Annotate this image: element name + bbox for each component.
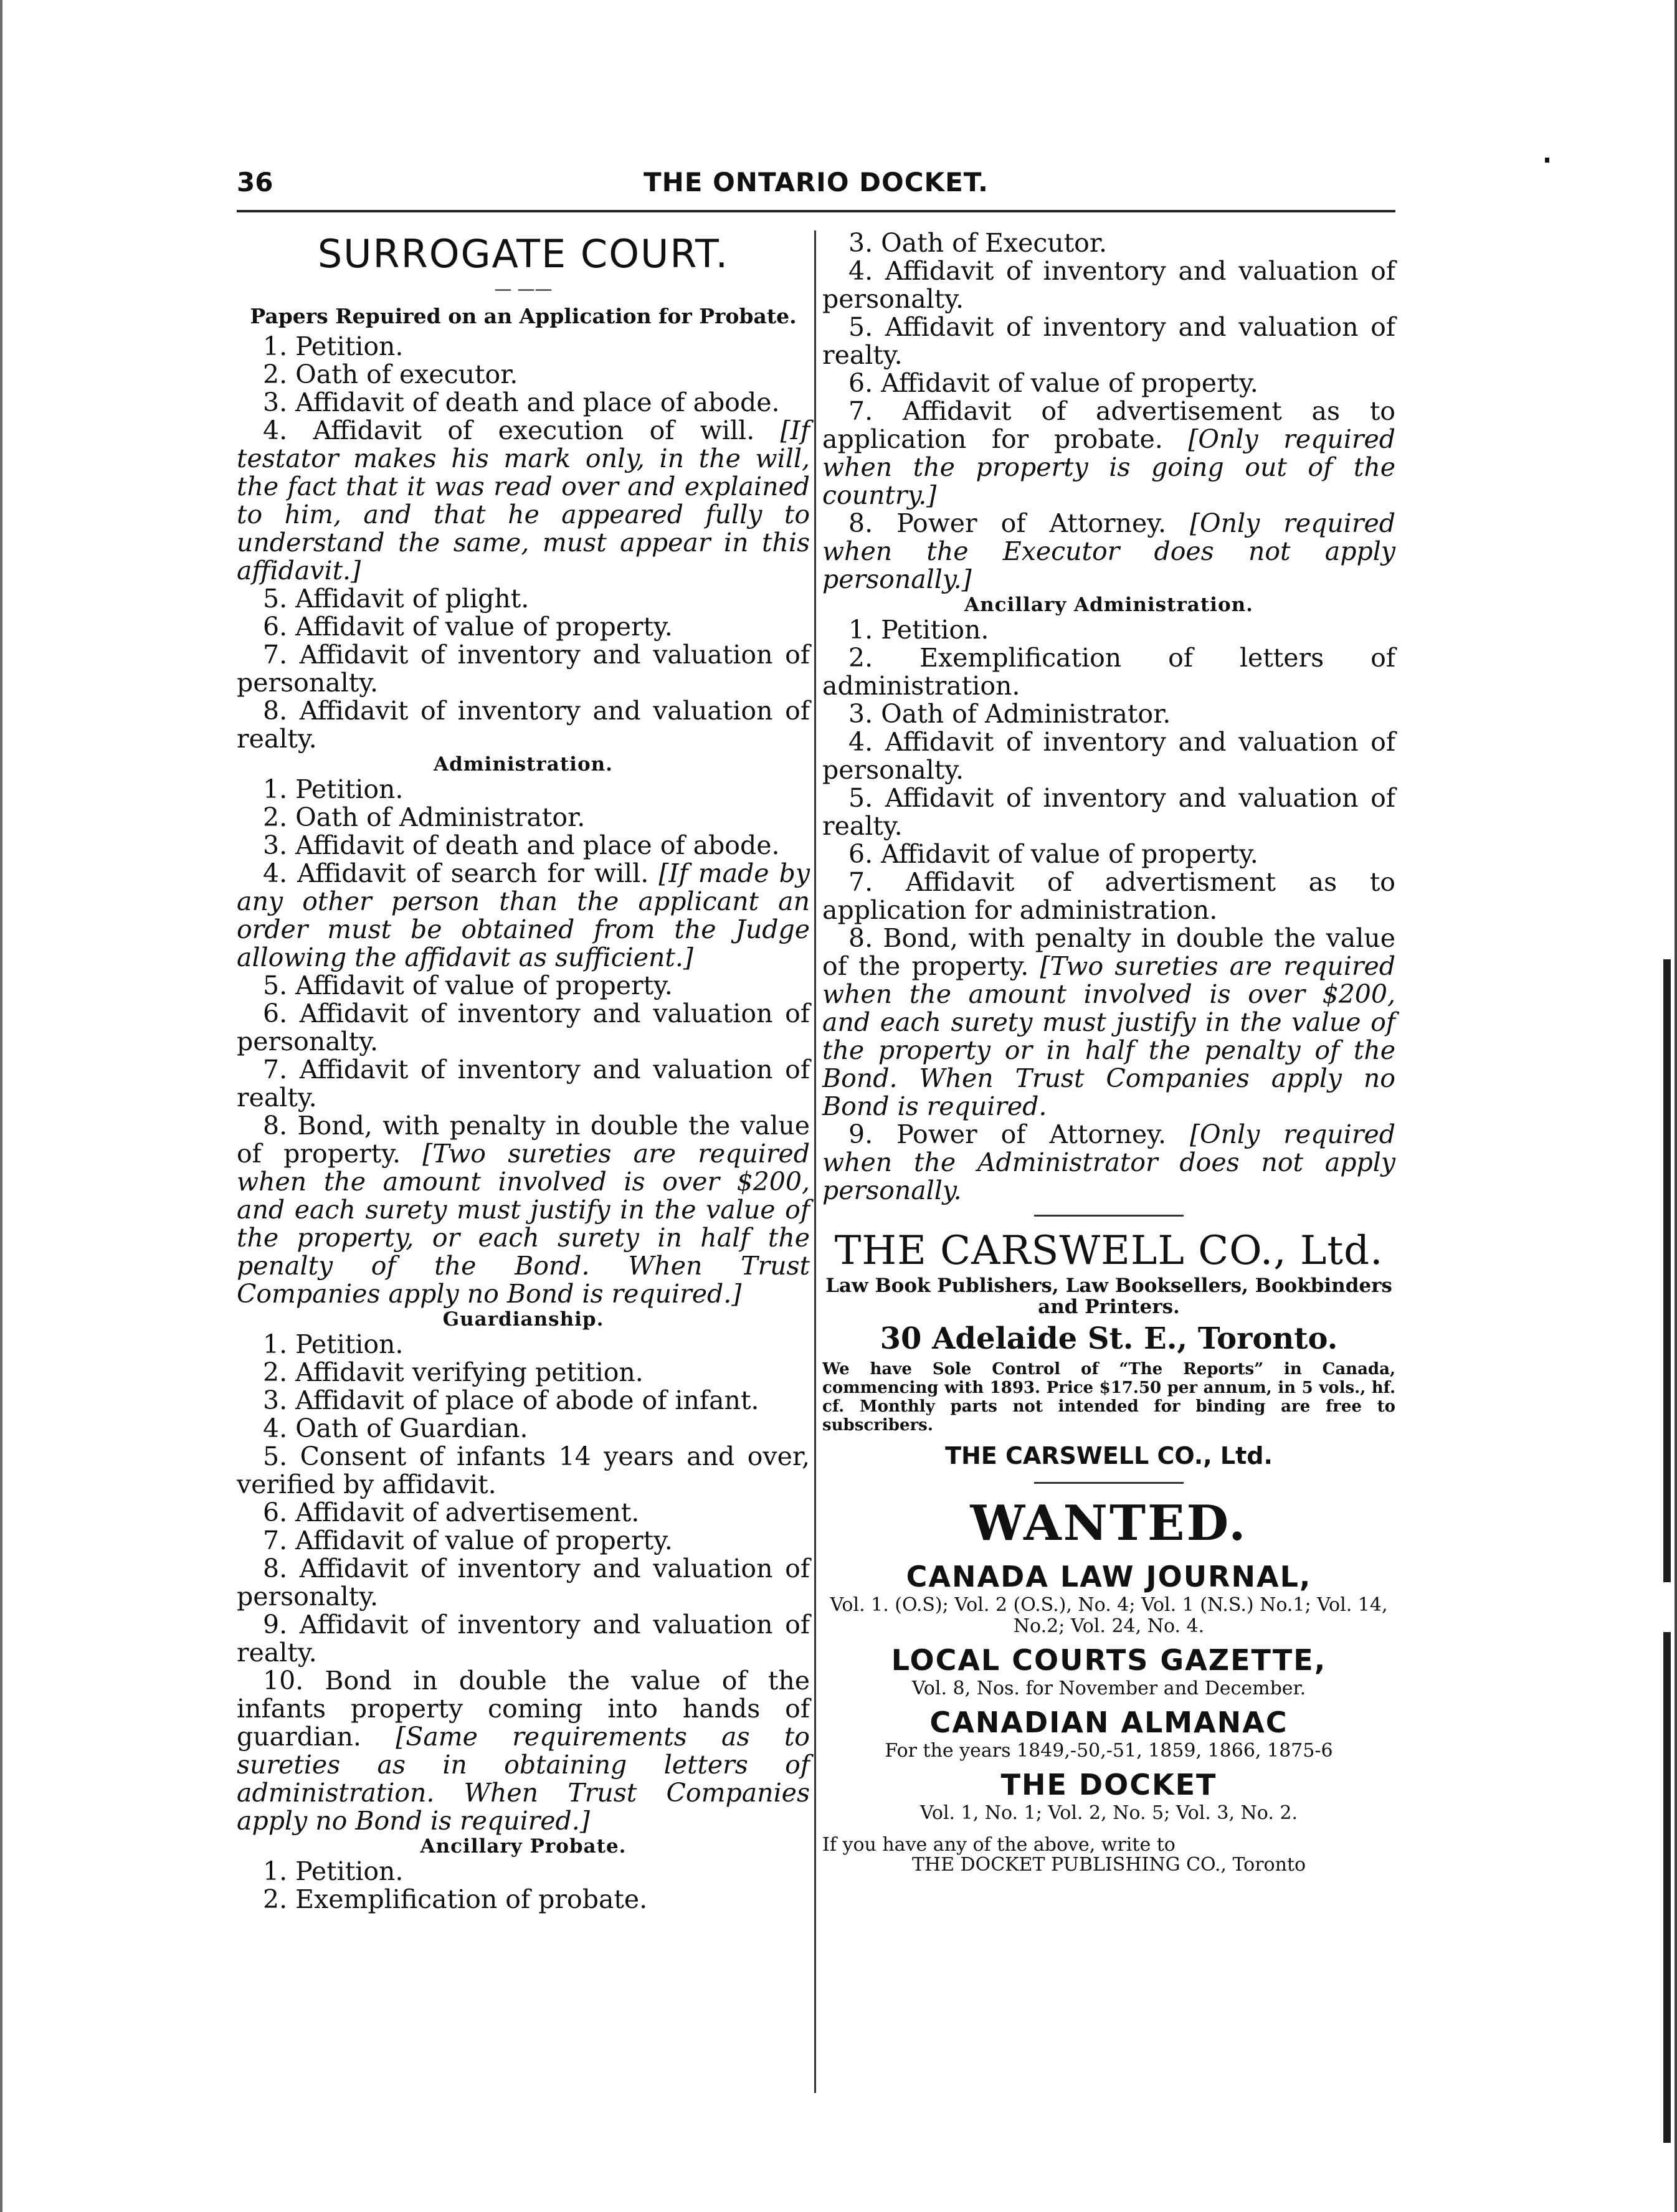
- list-item-text: 3. Affidavit of death and place of abode.: [263, 387, 780, 417]
- list-item-text: 6. Affidavit of value of property.: [848, 839, 1258, 869]
- wanted-publication-detail: Vol. 1. (O.S); Vol. 2 (O.S.), No. 4; Vol. 1 (N.S.) No.1; Vol. 14, No.2; Vol. 24, No. 4.: [830, 1594, 1388, 1637]
- list-item: [237, 776, 810, 804]
- list-item: [237, 389, 810, 417]
- list-item-note: [Two sureties are required when the amount involved is over $200, and each surety must justify in the value of the property or in half the penalty of the Bond. When Trust Companies apply no Bond is required.: [822, 951, 1395, 1121]
- list-item-text: 9. Affidavit of inventory and valuation of realty.: [237, 1610, 810, 1668]
- list-item-text: 6. Affidavit of inventory and valuation of personalty.: [237, 999, 810, 1056]
- list-item-text: 4. Affidavit of search for will.: [263, 858, 659, 888]
- list-item: [822, 229, 1395, 257]
- list-item-text: 4. Affidavit of inventory and valuation of personalty.: [822, 256, 1395, 314]
- list-item: [237, 613, 810, 641]
- list-item: [237, 860, 810, 972]
- right-item-lists: [822, 229, 1395, 1205]
- closing-line-2: THE DOCKET PUBLISHING CO., Toronto: [911, 1854, 1306, 1876]
- subsection-heading: Ancillary Administration.: [964, 594, 1253, 616]
- list-item-text: 2. Exemplification of probate.: [263, 1884, 648, 1914]
- list-item-text: 2. Affidavit verifying petition.: [263, 1357, 644, 1387]
- list-item-note: [Same requirements as to sureties as in obtaining letters of administration. When Trust Companies apply no Bond is required.]: [237, 1722, 810, 1836]
- subsection-heading: Ancillary Probate.: [420, 1835, 627, 1858]
- list-item-text: 2. Oath of Administrator.: [263, 802, 586, 832]
- list-item: [237, 1886, 810, 1914]
- wanted-heading: WANTED.: [970, 1495, 1248, 1552]
- page-edge-right: [1675, 0, 1677, 2212]
- list-item: [822, 700, 1395, 728]
- list-item-text: 1. Petition.: [263, 1329, 404, 1359]
- print-speck: [1545, 158, 1549, 163]
- list-item-text: 8. Bond, with penalty in double the value of property.: [237, 1111, 810, 1169]
- list-item-text: 1. Petition.: [848, 615, 989, 645]
- wanted-publication-name: LOCAL COURTS GAZETTE,: [891, 1643, 1327, 1677]
- list-item: [822, 1121, 1395, 1205]
- list-item-text: 1. Petition.: [263, 331, 404, 361]
- list-item-text: 2. Oath of executor.: [263, 359, 518, 389]
- list-item-note: [Only required when the Administrator does not apply personally.: [822, 1119, 1396, 1205]
- list-item-note: [Only required when the Executor does not apply personally.]: [822, 508, 1396, 594]
- list-item-text: 7. Affidavit of inventory and valuation of realty.: [237, 1055, 810, 1113]
- list-item-note: [If testator makes his mark only, in the will, the fact that it was read over and explained to him, and that he appeared fully to understand the same, must appear in this affidavit.]: [237, 415, 810, 586]
- list-item: [822, 728, 1395, 784]
- list-item: [237, 1112, 810, 1308]
- list-item: [237, 697, 810, 753]
- binding-shadow: [1663, 959, 1671, 1582]
- list-item-text: 1. Petition.: [263, 1856, 404, 1886]
- wanted-publication-name: CANADIAN ALMANAC: [929, 1706, 1288, 1739]
- carswell-advertisement: [822, 1227, 1395, 1472]
- list-item-text: 3. Oath of Administrator.: [848, 699, 1171, 729]
- advertiser-address: 30 Adelaide St. E., Toronto.: [880, 1321, 1338, 1356]
- wanted-publication-name: CANADA LAW JOURNAL,: [906, 1560, 1312, 1593]
- subsection-heading: Administration.: [434, 753, 613, 776]
- list-item-text: 8. Affidavit of inventory and valuation of realty.: [237, 696, 810, 754]
- divider: [1034, 1482, 1184, 1484]
- list-item-text: 7. Affidavit of inventory and valuation of personalty.: [237, 640, 810, 698]
- list-item-note: [Two sureties are required when the amount involved is over $200, and each surety must justify in the value of the property, or each surety in half the penalty of the Bond. When Trust Companies apply no Bond is required.]: [237, 1139, 810, 1309]
- list-item: [237, 1527, 810, 1555]
- list-item-text: 8. Bond, with penalty in double the value of the property.: [822, 923, 1395, 981]
- wanted-publication-detail: Vol. 8, Nos. for November and December.: [911, 1678, 1306, 1699]
- list-item: [822, 644, 1395, 700]
- list-item: [237, 1331, 810, 1359]
- binding-shadow: [1663, 1632, 1671, 2143]
- subsection-heading: Guardianship.: [442, 1308, 604, 1331]
- list-item: [237, 1858, 810, 1886]
- divider: [1034, 1215, 1184, 1217]
- closing-line-1: If you have any of the above, write to: [822, 1834, 1176, 1856]
- item-list: [822, 229, 1395, 594]
- list-item: [237, 1056, 810, 1112]
- list-item-text: 5. Affidavit of inventory and valuation of realty.: [822, 783, 1395, 841]
- list-item-text: 3. Oath of Executor.: [848, 228, 1107, 258]
- list-item-text: 5. Affidavit of inventory and valuation of realty.: [822, 312, 1395, 370]
- list-item: [237, 1415, 810, 1443]
- list-item: [822, 397, 1395, 510]
- list-item: [237, 1443, 810, 1499]
- list-item-text: 8. Power of Attorney.: [848, 508, 1190, 538]
- list-item-text: 8. Affidavit of inventory and valuation of personalty.: [237, 1554, 810, 1612]
- list-item-text: 7. Affidavit of value of property.: [263, 1526, 673, 1555]
- wanted-closing: [822, 1835, 1395, 1875]
- wanted-publication-detail: Vol. 1, No. 1; Vol. 2, No. 5; Vol. 3, No. 2.: [919, 1802, 1298, 1824]
- item-list: [237, 333, 810, 753]
- list-item: [237, 1359, 810, 1387]
- right-column: [822, 229, 1395, 1875]
- list-item: [822, 784, 1395, 840]
- wanted-publication-name: THE DOCKET: [1000, 1768, 1217, 1801]
- list-item: [237, 333, 810, 361]
- list-item-text: 1. Petition.: [263, 774, 404, 804]
- column-rule: [814, 230, 816, 2093]
- list-item-text: 4. Affidavit of inventory and valuation of personalty.: [822, 727, 1395, 785]
- page-number: 36: [237, 167, 273, 197]
- list-item-text: 6. Affidavit of value of property.: [263, 612, 673, 642]
- section-intro: Papers Repuired on an Application for Probate.: [250, 304, 797, 328]
- section-title: SURROGATE COURT.: [317, 231, 729, 277]
- list-item: [822, 840, 1395, 868]
- list-item-text: 7. Affidavit of advertisement as to application for probate.: [822, 396, 1395, 454]
- list-item: [237, 1387, 810, 1415]
- list-item-text: 4. Oath of Guardian.: [263, 1413, 528, 1443]
- list-item-text: 5. Affidavit of value of property.: [263, 971, 673, 1000]
- list-item: [237, 804, 810, 832]
- item-list: [237, 1835, 810, 1914]
- wanted-advertisement: [822, 1494, 1395, 1875]
- list-item: [237, 1667, 810, 1835]
- list-item-text: 7. Affidavit of advertisment as to application for administration.: [822, 867, 1395, 925]
- item-list: [237, 1308, 810, 1835]
- list-item: [822, 313, 1395, 369]
- page-edge-left: [0, 0, 2, 2212]
- wanted-publication-detail: For the years 1849,-50,-51, 1859, 1866, 1875-6: [885, 1740, 1333, 1762]
- list-item-text: 3. Affidavit of place of abode of infant.: [263, 1385, 759, 1415]
- advertiser-note: We have Sole Control of “The Reports” in Canada, commencing with 1893. Price $17.50 per annum, in 5 vols., hf. cf. Monthly parts not intended for binding are free to subscribers.: [822, 1360, 1395, 1435]
- running-title: THE ONTARIO DOCKET.: [643, 167, 989, 197]
- list-item: [822, 369, 1395, 397]
- item-list: [822, 594, 1395, 1205]
- item-list: [237, 753, 810, 1308]
- header-rule: [237, 210, 1395, 212]
- list-item: [237, 1499, 810, 1527]
- list-item: [822, 868, 1395, 924]
- list-item: [822, 257, 1395, 313]
- list-item-text: 10. Bond in double the value of the infants property coming into hands of guardian.: [237, 1666, 810, 1752]
- list-item: [237, 972, 810, 1000]
- list-item: [237, 641, 810, 697]
- list-item: [237, 417, 810, 585]
- list-item: [822, 616, 1395, 644]
- list-item: [237, 832, 810, 860]
- title-ornament: — ——: [494, 278, 553, 299]
- running-header: [237, 167, 1395, 206]
- list-item-text: 2. Exemplification of letters of administration.: [822, 643, 1395, 701]
- list-item-text: 5. Consent of infants 14 years and over, verified by affidavit.: [237, 1441, 810, 1499]
- list-item-text: 6. Affidavit of advertisement.: [263, 1498, 640, 1527]
- list-item-text: 9. Power of Attorney.: [848, 1119, 1190, 1149]
- list-item: [237, 1555, 810, 1611]
- list-item: [237, 361, 810, 389]
- list-item: [237, 585, 810, 613]
- list-item-note: [If made by any other person than the applicant an order must be obtained from the Judge allowing the affidavit as sufficient.]: [237, 858, 810, 972]
- list-item: [822, 924, 1395, 1121]
- list-item-note: [Only required when the property is going out of the country.]: [822, 424, 1395, 510]
- left-column: [237, 229, 810, 1914]
- list-item: [237, 1611, 810, 1667]
- advertiser-name: THE CARSWELL CO., Ltd.: [834, 1228, 1384, 1274]
- list-item: [822, 510, 1395, 594]
- wanted-items: [822, 1559, 1395, 1824]
- list-item-text: 4. Affidavit of execution of will.: [263, 415, 781, 445]
- left-item-lists: [237, 333, 810, 1914]
- list-item-text: 6. Affidavit of value of property.: [848, 368, 1258, 398]
- list-item-text: 3. Affidavit of death and place of abode.: [263, 830, 780, 860]
- list-item-text: 5. Affidavit of plight.: [263, 584, 530, 614]
- advertiser-signature: THE CARSWELL CO., Ltd.: [945, 1442, 1273, 1469]
- advertiser-trades: Law Book Publishers, Law Booksellers, Bookbinders and Printers.: [825, 1275, 1392, 1318]
- list-item: [237, 1000, 810, 1056]
